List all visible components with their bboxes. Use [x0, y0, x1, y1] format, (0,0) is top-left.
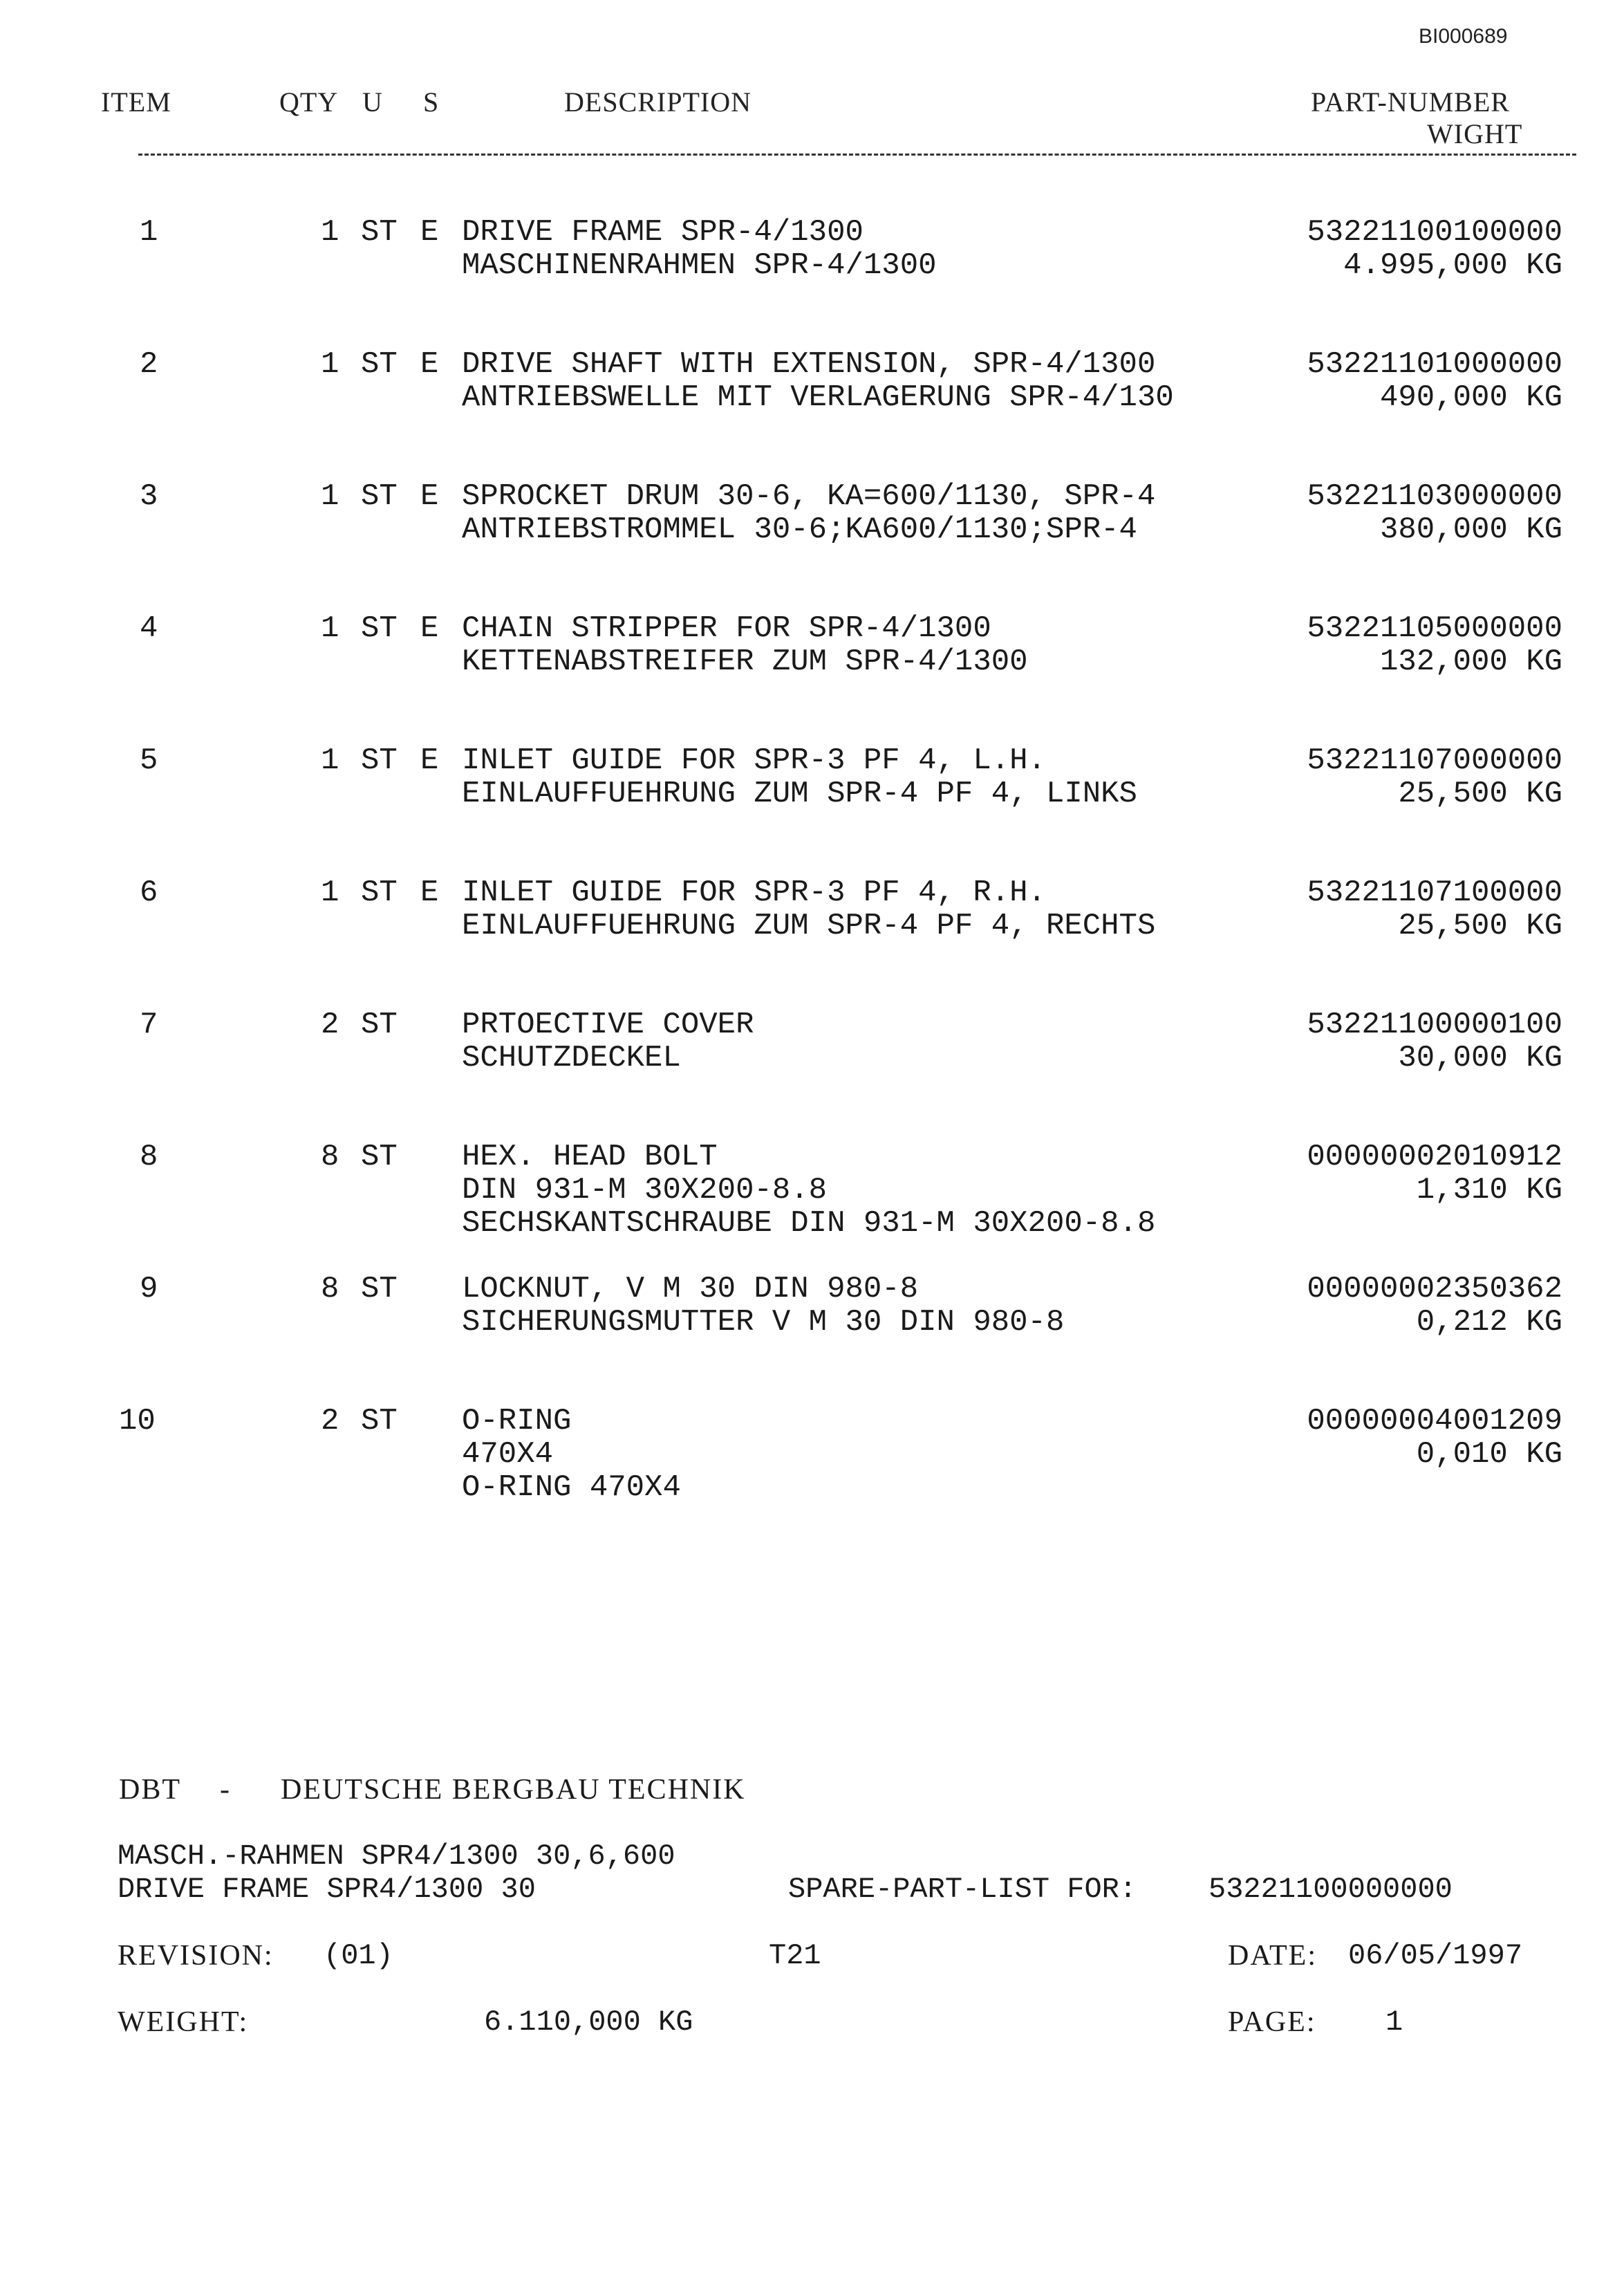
spare-part-list-number: 53221100000000 [1208, 1873, 1453, 1906]
company-name: DEUTSCHE BERGBAU TECHNIK [281, 1774, 746, 1806]
item-description-line: DRIVE FRAME SPR-4/1300 [462, 215, 863, 250]
item-unit: ST [361, 1404, 398, 1438]
item-description-line: SICHERUNGSMUTTER V M 30 DIN 980-8 [462, 1305, 1065, 1340]
item-description-line: INLET GUIDE FOR SPR-3 PF 4, L.H. [462, 743, 1046, 778]
revision-value: (01) [324, 1939, 393, 1972]
item-unit: ST [361, 876, 398, 910]
item-description-line: O-RING [462, 1404, 572, 1438]
item-description-line: DRIVE SHAFT WITH EXTENSION, SPR-4/1300 [462, 347, 1156, 382]
item-number: 8 [140, 1140, 158, 1174]
company-dash: - [220, 1774, 231, 1806]
item-weight: 490,000 KG [1379, 380, 1562, 415]
item-weight: 1,310 KG [1416, 1173, 1562, 1207]
item-description-line: ANTRIEBSTROMMEL 30-6;KA600/1130;SPR-4 [462, 512, 1137, 547]
item-s-flag: E [420, 347, 439, 382]
revision-label: REVISION: [118, 1940, 274, 1972]
item-description-line: EINLAUFFUEHRUNG ZUM SPR-4 PF 4, RECHTS [462, 909, 1156, 943]
page-label: PAGE: [1228, 2006, 1316, 2038]
item-part-number: 00000004001209 [1307, 1404, 1562, 1438]
item-part-number: 00000002350362 [1307, 1272, 1562, 1306]
item-qty: 8 [321, 1272, 339, 1306]
item-part-number: 53221103000000 [1307, 479, 1562, 514]
item-description-line: INLET GUIDE FOR SPR-3 PF 4, R.H. [462, 876, 1046, 910]
item-qty: 1 [321, 611, 339, 646]
item-weight: 30,000 KG [1398, 1041, 1562, 1075]
header-description: DESCRIPTION [564, 86, 752, 118]
total-weight: 6.110,000 KG [484, 2006, 693, 2039]
item-number: 6 [140, 876, 158, 910]
item-qty: 8 [321, 1140, 339, 1174]
item-description-line: HEX. HEAD BOLT [462, 1140, 718, 1174]
item-description-line: PRTOECTIVE COVER [462, 1008, 754, 1042]
item-description-line: SPROCKET DRUM 30-6, KA=600/1130, SPR-4 [462, 479, 1156, 514]
item-unit: ST [361, 611, 398, 646]
item-s-flag: E [420, 611, 439, 646]
item-unit: ST [361, 1008, 398, 1042]
item-qty: 2 [321, 1404, 339, 1438]
item-part-number: 53221100000100 [1307, 1008, 1562, 1042]
item-description-line: MASCHINENRAHMEN SPR-4/1300 [462, 248, 937, 283]
item-weight: 132,000 KG [1379, 645, 1562, 679]
item-number: 4 [140, 611, 158, 646]
assembly-line-1: MASCH.-RAHMEN SPR4/1300 30,6,600 [118, 1840, 675, 1873]
item-weight: 0,212 KG [1416, 1305, 1562, 1340]
item-number: 2 [140, 347, 158, 382]
item-description-line: DIN 931-M 30X200-8.8 [462, 1173, 828, 1207]
item-description-line: SCHUTZDECKEL [462, 1041, 681, 1075]
item-qty: 2 [321, 1008, 339, 1042]
item-description-line: SECHSKANTSCHRAUBE DIN 931-M 30X200-8.8 [462, 1206, 1156, 1241]
item-description-line: ANTRIEBSWELLE MIT VERLAGERUNG SPR-4/130 [462, 380, 1174, 415]
sheet-code: T21 [769, 1939, 821, 1972]
spare-part-list-label: SPARE-PART-LIST FOR: [788, 1873, 1137, 1906]
item-description-line: CHAIN STRIPPER FOR SPR-4/1300 [462, 611, 991, 646]
header-unit: U [362, 86, 383, 118]
header-s: S [423, 86, 440, 118]
weight-label: WEIGHT: [118, 2006, 249, 2038]
item-unit: ST [361, 743, 398, 778]
item-part-number: 53221107100000 [1307, 876, 1562, 910]
item-qty: 1 [321, 347, 339, 382]
header-divider [138, 154, 1576, 156]
header-weight: WIGHT [1427, 118, 1523, 149]
item-number: 3 [140, 479, 158, 514]
item-unit: ST [361, 1140, 398, 1174]
item-qty: 1 [321, 479, 339, 514]
item-description-line: LOCKNUT, V M 30 DIN 980-8 [462, 1272, 919, 1306]
item-weight: 4.995,000 KG [1343, 248, 1562, 283]
item-number: 5 [140, 743, 158, 778]
item-weight: 25,500 KG [1398, 909, 1562, 943]
item-qty: 1 [321, 876, 339, 910]
item-description-line: O-RING 470X4 [462, 1470, 681, 1505]
header-part-number: PART-NUMBER [1311, 86, 1510, 118]
item-part-number: 53221100100000 [1307, 215, 1562, 250]
item-number: 7 [140, 1008, 158, 1042]
item-part-number: 53221107000000 [1307, 743, 1562, 778]
item-part-number: 53221105000000 [1307, 611, 1562, 646]
header-item: ITEM [101, 86, 171, 118]
item-weight: 380,000 KG [1379, 512, 1562, 547]
item-description-line: KETTENABSTREIFER ZUM SPR-4/1300 [462, 645, 1028, 679]
item-s-flag: E [420, 876, 439, 910]
item-s-flag: E [420, 215, 439, 250]
item-number: 9 [140, 1272, 158, 1306]
date-value: 06/05/1997 [1348, 1939, 1523, 1972]
item-weight: 25,500 KG [1398, 777, 1562, 811]
item-s-flag: E [420, 743, 439, 778]
item-weight: 0,010 KG [1416, 1437, 1562, 1472]
item-unit: ST [361, 347, 398, 382]
company-abbr: DBT [119, 1774, 181, 1806]
item-description-line: EINLAUFFUEHRUNG ZUM SPR-4 PF 4, LINKS [462, 777, 1137, 811]
header-qty: QTY [279, 86, 339, 118]
item-unit: ST [361, 215, 398, 250]
item-qty: 1 [321, 743, 339, 778]
item-part-number: 00000002010912 [1307, 1140, 1562, 1174]
item-number: 1 [140, 215, 158, 250]
item-unit: ST [361, 1272, 398, 1306]
date-label: DATE: [1228, 1940, 1317, 1972]
assembly-line-2: DRIVE FRAME SPR4/1300 30 [118, 1873, 536, 1906]
item-unit: ST [361, 479, 398, 514]
page-number: 1 [1385, 2006, 1403, 2039]
item-part-number: 53221101000000 [1307, 347, 1562, 382]
item-s-flag: E [420, 479, 439, 514]
item-qty: 1 [321, 215, 339, 250]
item-description-line: 470X4 [462, 1437, 554, 1472]
item-number: 10 [119, 1404, 156, 1438]
document-id: BI000689 [1419, 25, 1508, 48]
